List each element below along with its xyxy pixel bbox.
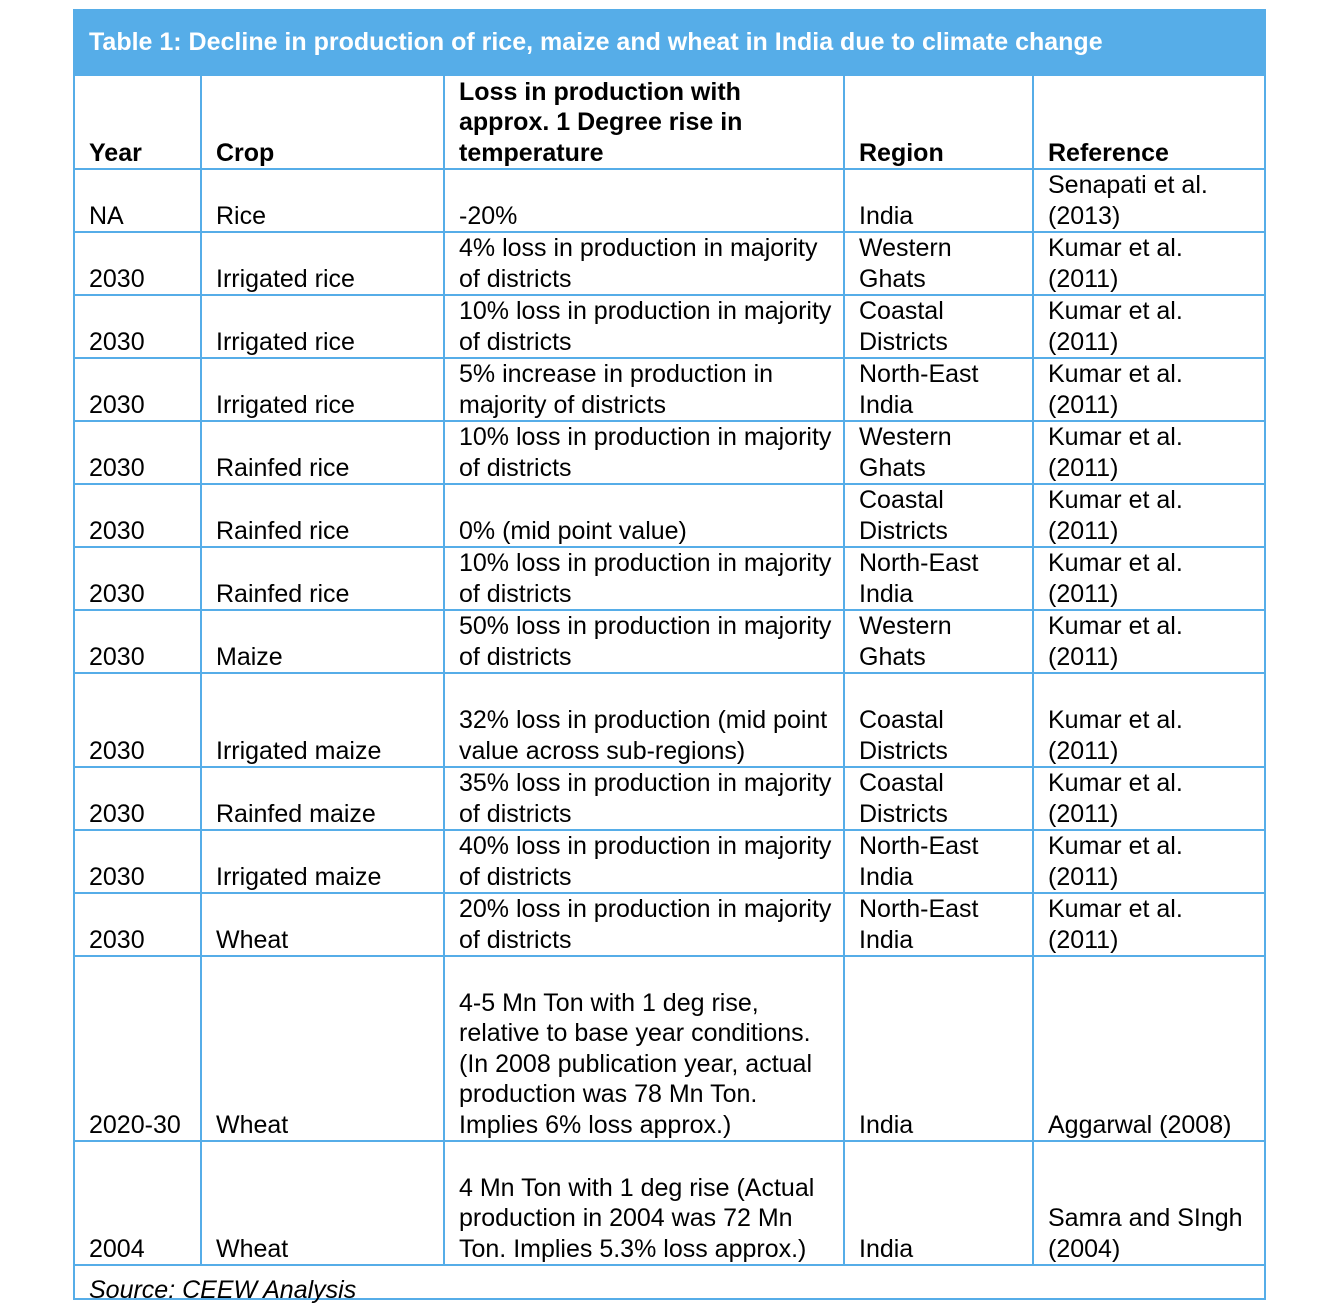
cell-reference: Kumar et al. (2011)	[1033, 295, 1264, 358]
cell-loss: 10% loss in production in majority of districts	[444, 547, 844, 610]
cell-crop: Irrigated rice	[201, 295, 444, 358]
cell-reference: Aggarwal (2008)	[1033, 956, 1264, 1141]
cell-loss: 40% loss in production in majority of districts	[444, 830, 844, 893]
cell-reference: Kumar et al. (2011)	[1033, 673, 1264, 767]
cell-reference: Kumar et al. (2011)	[1033, 358, 1264, 421]
cell-loss: 0% (mid point value)	[444, 484, 844, 547]
cell-year: 2030	[75, 830, 201, 893]
cell-region: North-East India	[844, 358, 1033, 421]
cell-year: 2030	[75, 421, 201, 484]
cell-year: NA	[75, 169, 201, 232]
cell-crop: Wheat	[201, 956, 444, 1141]
source-row	[75, 1265, 1264, 1305]
cell-crop: Rainfed rice	[201, 547, 444, 610]
table-row	[75, 767, 1264, 830]
cell-crop: Wheat	[201, 1141, 444, 1265]
cell-region: Western Ghats	[844, 421, 1033, 484]
cell-crop: Maize	[201, 610, 444, 673]
cell-reference: Kumar et al. (2011)	[1033, 610, 1264, 673]
cell-loss: 10% loss in production in majority of districts	[444, 421, 844, 484]
cell-loss: 4-5 Mn Ton with 1 deg rise, relative to base year conditions. (In 2008 publication year, actual production was 78 Mn Ton. Implies 6% loss approx.)	[444, 956, 844, 1141]
table-row	[75, 830, 1264, 893]
table-row	[75, 956, 1264, 1141]
cell-loss: 5% increase in production in majority of districts	[444, 358, 844, 421]
table-row	[75, 484, 1264, 547]
cell-year: 2030	[75, 893, 201, 956]
cell-year: 2030	[75, 673, 201, 767]
cell-loss: -20%	[444, 169, 844, 232]
cell-year: 2030	[75, 547, 201, 610]
cell-year: 2030	[75, 610, 201, 673]
cell-year: 2020-30	[75, 956, 201, 1141]
source-note: Source: CEEW Analysis	[75, 1265, 1264, 1305]
table-row	[75, 893, 1264, 956]
cell-loss: 10% loss in production in majority of districts	[444, 295, 844, 358]
table-row	[75, 169, 1264, 232]
cell-reference: Kumar et al. (2011)	[1033, 484, 1264, 547]
table-row	[75, 295, 1264, 358]
cell-reference: Kumar et al. (2011)	[1033, 421, 1264, 484]
cell-crop: Rainfed rice	[201, 484, 444, 547]
table-row	[75, 1141, 1264, 1265]
cell-region: Western Ghats	[844, 610, 1033, 673]
header-crop: Crop	[201, 75, 444, 169]
cell-reference: Kumar et al. (2011)	[1033, 767, 1264, 830]
cell-reference: Kumar et al. (2011)	[1033, 893, 1264, 956]
cell-region: Coastal Districts	[844, 673, 1033, 767]
cell-crop: Irrigated rice	[201, 232, 444, 295]
cell-loss: 35% loss in production in majority of districts	[444, 767, 844, 830]
cell-reference: Kumar et al. (2011)	[1033, 830, 1264, 893]
table-title: Table 1: Decline in production of rice, maize and wheat in India due to climate change	[75, 11, 1264, 74]
cell-year: 2030	[75, 232, 201, 295]
cell-reference: Kumar et al. (2011)	[1033, 232, 1264, 295]
cell-loss: 20% loss in production in majority of districts	[444, 893, 844, 956]
cell-loss: 4 Mn Ton with 1 deg rise (Actual production in 2004 was 72 Mn Ton. Implies 5.3% loss approx.)	[444, 1141, 844, 1265]
cell-region: Western Ghats	[844, 232, 1033, 295]
table-row	[75, 421, 1264, 484]
cell-region: India	[844, 956, 1033, 1141]
cell-loss: 4% loss in production in majority of districts	[444, 232, 844, 295]
cell-crop: Rainfed rice	[201, 421, 444, 484]
header-reference: Reference	[1033, 75, 1264, 169]
header-year: Year	[75, 75, 201, 169]
cell-reference: Senapati et al. (2013)	[1033, 169, 1264, 232]
header-loss: Loss in production with approx. 1 Degree rise in temperature	[444, 75, 844, 169]
cell-region: India	[844, 1141, 1033, 1265]
cell-region: Coastal Districts	[844, 295, 1033, 358]
cell-crop: Rice	[201, 169, 444, 232]
cell-region: Coastal Districts	[844, 767, 1033, 830]
table-container	[73, 9, 1266, 1304]
cell-year: 2030	[75, 767, 201, 830]
table-row	[75, 232, 1264, 295]
cell-reference: Kumar et al. (2011)	[1033, 547, 1264, 610]
cell-year: 2004	[75, 1141, 201, 1265]
cell-year: 2030	[75, 295, 201, 358]
cell-region: India	[844, 169, 1033, 232]
table-row	[75, 358, 1264, 421]
cell-region: Coastal Districts	[844, 484, 1033, 547]
cell-crop: Irrigated rice	[201, 358, 444, 421]
table-row	[75, 547, 1264, 610]
cell-loss: 50% loss in production in majority of districts	[444, 610, 844, 673]
cell-year: 2030	[75, 484, 201, 547]
data-table	[75, 74, 1264, 1305]
cell-loss: 32% loss in production (mid point value across sub-regions)	[444, 673, 844, 767]
cell-crop: Wheat	[201, 893, 444, 956]
cell-region: North-East India	[844, 893, 1033, 956]
cell-crop: Irrigated maize	[201, 673, 444, 767]
cell-crop: Rainfed maize	[201, 767, 444, 830]
cell-region: North-East India	[844, 830, 1033, 893]
cell-crop: Irrigated maize	[201, 830, 444, 893]
cell-region: North-East India	[844, 547, 1033, 610]
header-region: Region	[844, 75, 1033, 169]
table-row	[75, 673, 1264, 767]
cell-reference: Samra and SIngh (2004)	[1033, 1141, 1264, 1265]
cell-year: 2030	[75, 358, 201, 421]
header-row	[75, 75, 1264, 169]
table-row	[75, 610, 1264, 673]
